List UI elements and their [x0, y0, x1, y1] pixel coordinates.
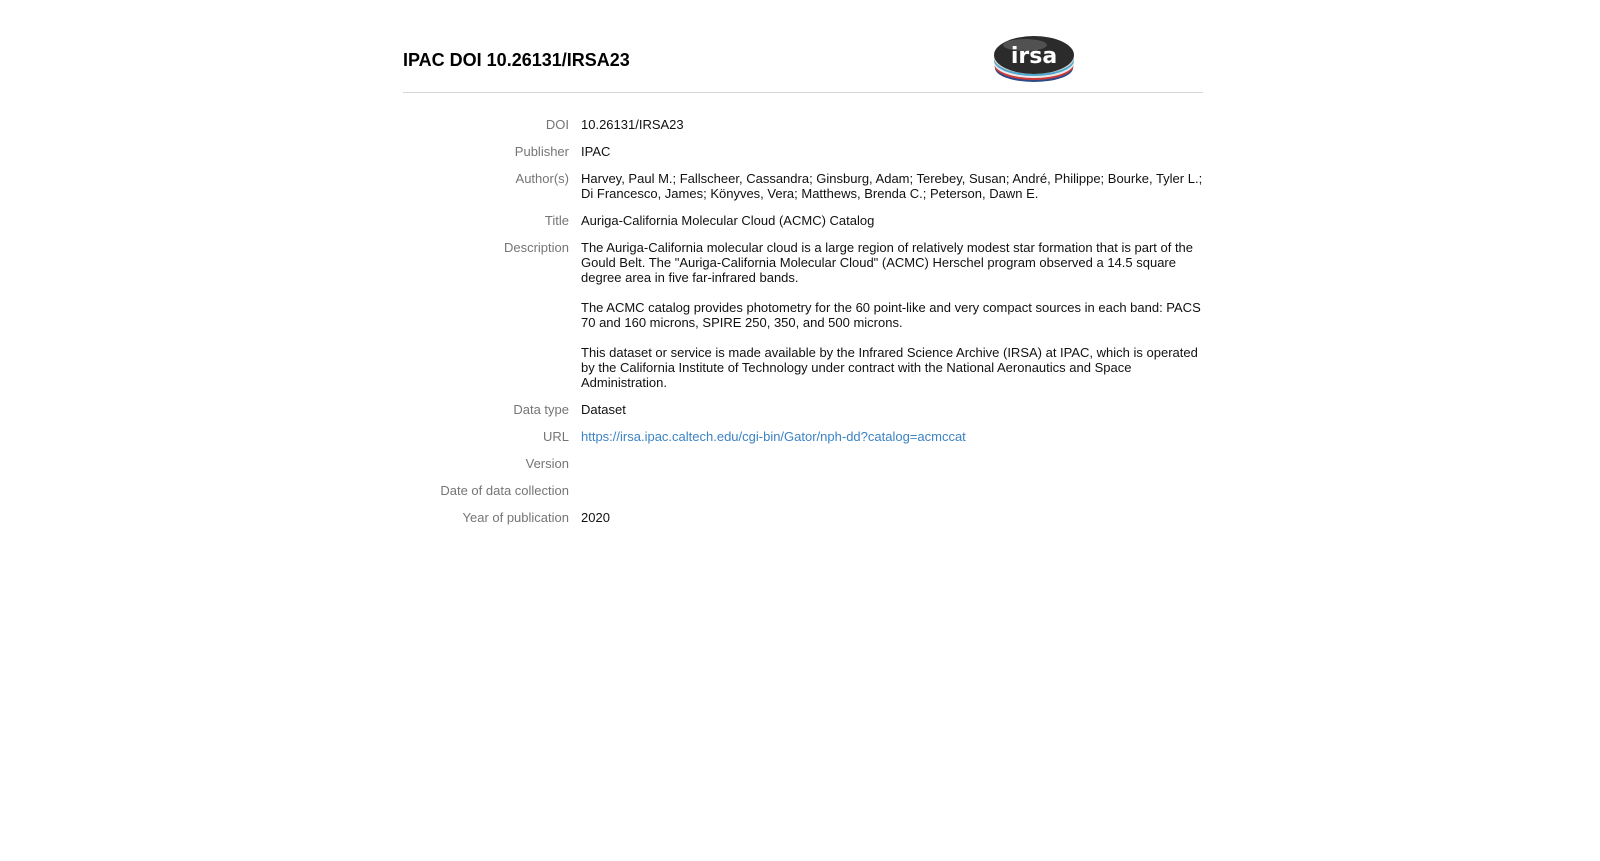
metadata-table — [403, 117, 1203, 537]
description-paragraph: The Auriga-California molecular cloud is a large region of relatively modest star formation that is part of the Gould Belt. The "Auriga-California Molecular Cloud" (ACMC) Herschel program observed a 14.5 square degree area in five far-infrared bands. — [581, 240, 1194, 285]
irsa-logo-icon[interactable] — [993, 33, 1077, 85]
authors-value: Harvey, Paul M.; Fallscheer, Cassandra; Ginsburg, Adam; Terebey, Susan; André, Philippe; Bourke, Tyler L.; Di Francesco, James; Könyves, Vera; Matthews, Brenda C.; Peterson, Dawn E. — [581, 171, 1203, 201]
irsa-logo-text: irsa — [1010, 44, 1058, 69]
page-title: IPAC DOI 10.26131/IRSA23 — [403, 50, 630, 70]
row-title — [403, 213, 1203, 240]
data-type-label: Data type — [513, 402, 569, 417]
version-value — [581, 456, 1203, 483]
publisher-value: IPAC — [581, 144, 611, 159]
row-publisher — [403, 144, 1203, 171]
row-authors — [403, 171, 1203, 213]
doi-value: 10.26131/IRSA23 — [581, 117, 684, 132]
year-of-publication-value: 2020 — [581, 510, 610, 525]
doi-label: DOI — [545, 117, 569, 132]
authors-label: Author(s) — [515, 171, 569, 186]
row-version — [403, 456, 1203, 483]
description-value — [581, 240, 1203, 402]
row-description — [403, 240, 1203, 402]
page-header — [403, 0, 1203, 93]
description-paragraph: The ACMC catalog provides photometry for the 60 point-like and very compact sources in each band: PACS 70 and 160 microns, SPIRE 250, 350, and 500 microns. — [581, 300, 1201, 330]
row-year-of-publication — [403, 510, 1203, 537]
description-label: Description — [503, 240, 569, 255]
irsa-logo-graphic — [993, 33, 1077, 85]
row-data-type — [403, 402, 1203, 429]
url-value — [581, 429, 1203, 456]
row-url — [403, 429, 1203, 456]
version-label: Version — [525, 456, 569, 471]
year-of-publication-label: Year of publication — [462, 510, 569, 525]
row-doi — [403, 117, 1203, 144]
data-type-value: Dataset — [581, 402, 626, 417]
url-label: URL — [542, 429, 569, 444]
publisher-label: Publisher — [514, 144, 569, 159]
row-date-of-collection — [403, 483, 1203, 510]
doi-landing-page — [403, 0, 1203, 525]
date-of-collection-label: Date of data collection — [440, 483, 569, 498]
title-value: Auriga-California Molecular Cloud (ACMC) Catalog — [581, 213, 875, 228]
catalog-url-link[interactable]: https://irsa.ipac.caltech.edu/cgi-bin/Gator/nph-dd?catalog=acmccat — [581, 429, 966, 444]
description-paragraph: This dataset or service is made available by the Infrared Science Archive (IRSA) at IPAC, which is operated by the California Institute of Technology under contract with the National Aeronautics and Space Administration. — [581, 345, 1198, 390]
date-of-collection-value — [581, 483, 1203, 510]
title-label: Title — [544, 213, 569, 228]
